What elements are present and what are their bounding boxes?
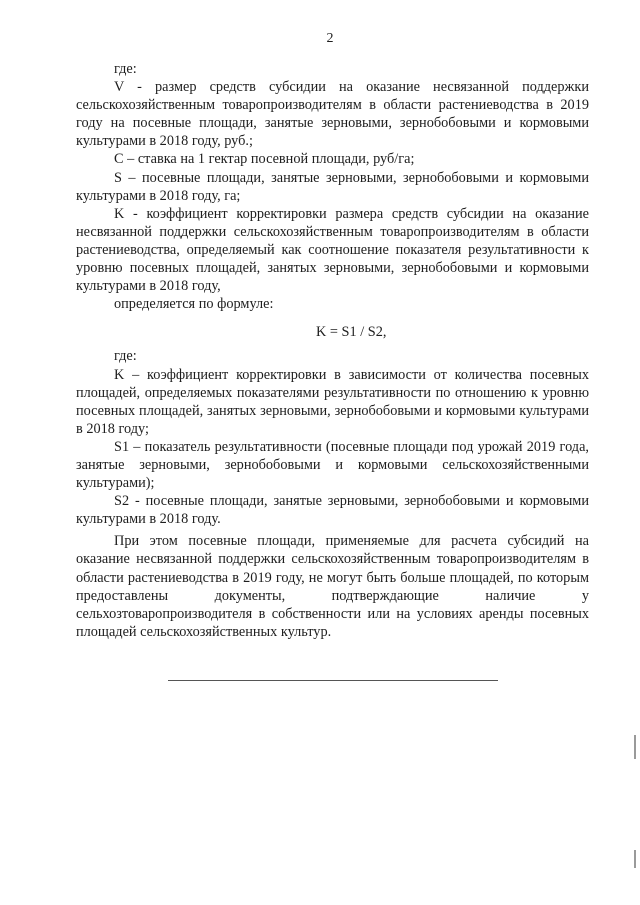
- definition-s1: S1 – показатель результативности (посевные площади под урожай 2019 года, занятые зерновыми, зернобобовыми и кормовыми сельскохозяйственными культурами);: [76, 438, 589, 492]
- scan-edge-mark: [634, 735, 636, 759]
- formula: K = S1 / S2,: [316, 324, 387, 341]
- page-number: 2: [326, 31, 334, 46]
- definition-v: V - размер средств субсидии на оказание несвязанной поддержки сельскохозяйственным товаропроизводителям в области растениеводства в 2019 году на посевные площади, занятые зерновыми, зернобобовыми и кормовыми культурами в 2018 году, руб.;: [76, 79, 589, 150]
- definition-s: S – посевные площади, занятые зерновыми, зернобобовыми и кормовыми культурами в 2018 году, га;: [76, 169, 589, 204]
- definition-k: K - коэффициент корректировки размера средств субсидии на оказание несвязанной поддержки сельскохозяйственным товаропроизводителям в области растениеводства, определяемый как соотношение показателя результативности к уровню посевных площадей, занятых зерновыми, зернобобовыми и кормовыми культурами в 2018 году,: [76, 205, 589, 295]
- where-label-1: где:: [114, 61, 137, 77]
- definition-c: C – ставка на 1 гектар посевной площади, руб/га;: [114, 151, 415, 168]
- closing-paragraph: При этом посевные площади, применяемые для расчета субсидий на оказание несвязанной поддержки сельскохозяйственным товаропроизводителям в области растениеводства в 2019 году, не могут быть больше площадей, по которым предоставлены документы, подтверждающие наличие у сельхозтоваропроизводителя в собственности или на условиях аренды посевных площадей сельскохозяйственных культур.: [76, 533, 589, 640]
- definition-k-coefficient: K – коэффициент корректировки в зависимости от количества посевных площадей, определяемых показателями результативности по отношению к уровню посевных площадей, занятых зерновыми, зернобобовыми и кормовыми культурами в 2018 году;: [76, 366, 589, 437]
- definition-s2: S2 - посевные площади, занятые зерновыми, зернобобовыми и кормовыми культурами в 2018 году.: [76, 493, 589, 528]
- document-body: [76, 60, 589, 641]
- separator-line: [168, 680, 498, 681]
- scan-edge-mark: [634, 850, 636, 868]
- formula-intro: определяется по формуле:: [114, 296, 274, 313]
- where-label-2: где:: [114, 348, 137, 365]
